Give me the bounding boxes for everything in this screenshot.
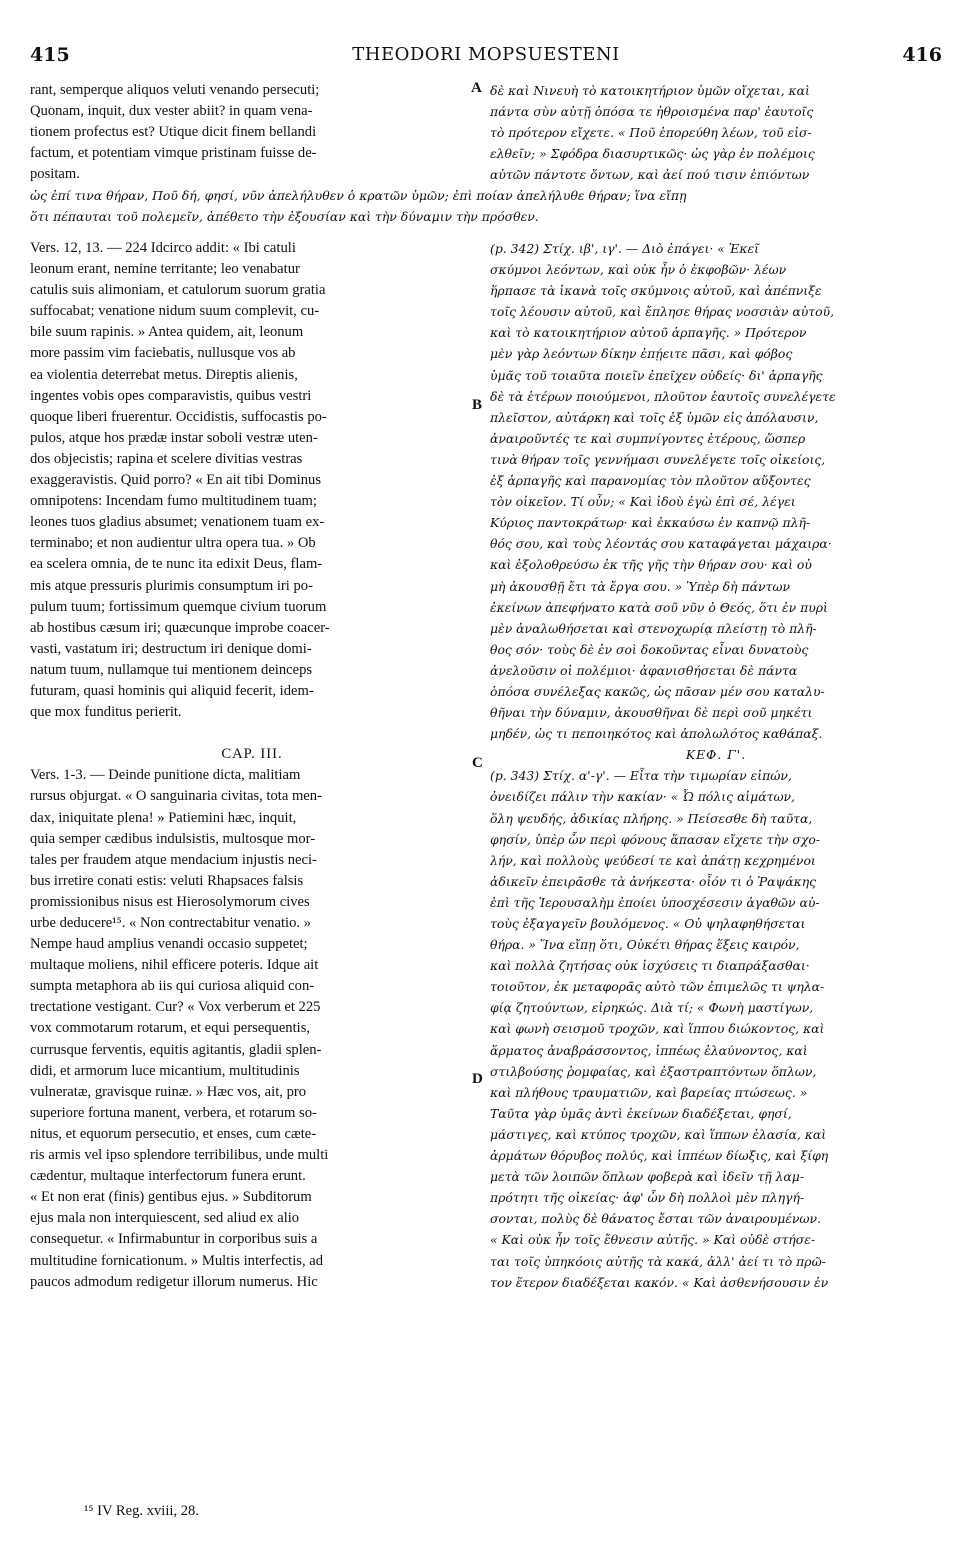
latin-line: tionem profectus est? Utique dicit finem bellandi bbox=[30, 124, 317, 141]
latin-line: mis atque pressuris plurimis consumptum iri po- bbox=[30, 577, 313, 594]
greek-line: λήν, καὶ πολλοὺς ψεύδεσί τε καὶ ἀπάτῃ κεχρημένοι bbox=[490, 852, 816, 868]
latin-line: leonum erant, nemine territante; leo venabatur bbox=[30, 261, 300, 278]
greek-line: τοὺς ἐξαγαγεῖν βουλόμενος. « Οὐ ψηλαφηθήσεται bbox=[490, 916, 806, 931]
greek-line: ἐπὶ τῆς Ἱερουσαλὴμ ἐποίει ὑποσχέσεσιν ἀγαθῶν αὐ- bbox=[490, 894, 820, 910]
greek-line: ἀδικεῖν ἐπειρᾶσθε τὰ ἀνήκεστα· οἷόν τι ὁ Ῥαψάκης bbox=[490, 873, 817, 889]
greek-line: φησίν, ὑπὲρ ὧν περὶ φόνους ἅπασαν εἴχετε τὴν σχο- bbox=[490, 831, 821, 847]
latin-line: vox commotarum rotarum, et equi persequentis, bbox=[30, 1020, 311, 1037]
greek-line: ὅλη ψευδής, ἀδικίας πλήρης. » Πείσεσθε δὴ ταῦτα, bbox=[490, 810, 813, 826]
latin-line: consequetur. « Infirmabuntur in corporibus suis a bbox=[30, 1231, 318, 1248]
latin-line: positam. bbox=[30, 166, 80, 183]
latin-line: tales per fraudem atque mendacium injustis neci- bbox=[30, 851, 317, 868]
latin-line: rant, semperque aliquos veluti venando persecuti; bbox=[30, 82, 320, 98]
chapter-heading: CAP. III. bbox=[221, 746, 283, 763]
latin-line: natum tuum, nullamque tui mentionem deinceps bbox=[30, 661, 313, 678]
latin-line: pulum tuum; fortissimum quemque civium tuorum bbox=[30, 598, 327, 615]
latin-line: more passim vim faciebatis, nullusque vos ab bbox=[30, 345, 296, 362]
footnote: ¹⁵ IV Reg. xviii, 28. bbox=[84, 1503, 199, 1519]
latin-line bbox=[30, 723, 474, 744]
greek-line: πάντα σὺν αὐτῇ ὁπόσα τε ἠθροισμένα παρ' ἑαυτοῖς bbox=[490, 104, 814, 120]
page-number-right: 416 bbox=[902, 44, 942, 66]
latin-line: « Et non erat (finis) gentibus ejus. » Subditorum bbox=[30, 1189, 312, 1206]
greek-line: καὶ πολλὰ ζητήσας οὐκ ἰσχύσεις τι διαπράξασθαι· bbox=[490, 958, 810, 974]
greek-line: τοιοῦτον, ἐκ μεταφορᾶς αὐτὸ τῶν ἐπιμελῶς τι ψηλα- bbox=[490, 979, 825, 995]
latin-line: didi, et armorum luce micantium, multitudinis bbox=[30, 1062, 300, 1079]
latin-line: dax, iniquitate plena! » Patiemini hæc, inquit, bbox=[30, 809, 297, 826]
greek-line: ελθεῖν; » Σφόδρα διασυρτικῶς· ὡς γὰρ ἐν πολέμοις bbox=[490, 146, 815, 162]
greek-line: θῆναι τὴν δύναμιν, ἀκουσθῆναι δὲ περὶ σοῦ μηκέτι bbox=[490, 705, 813, 721]
greek-line: Ταῦτα γὰρ ὑμᾶς ἀντὶ ἐκείνων διαδέξεται, φησί, bbox=[490, 1105, 792, 1121]
latin-line: multitudine fornicationum. » Multis interfectis, ad bbox=[30, 1252, 324, 1269]
latin-line: vasti, vastatum iri; destructum iri denique domi- bbox=[30, 640, 312, 657]
greek-line: τον ἕτερον διαδέξεται κακόν. « Καὶ ἀσθενήσουσιν ἐν bbox=[490, 1274, 829, 1290]
spanning-greek-text bbox=[30, 185, 942, 227]
latin-line: nitus, et equorum persecutio, et enses, cum cæte- bbox=[30, 1125, 317, 1142]
page-number-left: 415 bbox=[30, 44, 70, 66]
latin-line: Vers. 12, 13. — 224 Idcirco addit: « Ibi catuli bbox=[30, 240, 296, 256]
greek-line: δὲ καὶ Νινευὴ τὸ κατοικητήριον ὑμῶν οἴχεται, καὶ bbox=[490, 83, 810, 98]
latin-line: Vers. 1-3. — Deinde punitione dicta, malitiam bbox=[30, 767, 301, 784]
latin-line: bile suum rapinis. » Antea quidem, ait, leonum bbox=[30, 324, 304, 341]
greek-line: ται τοῖς ὑπηκόοις αὐτῆς τὰ κακά, ἀλλ' ἀεί τι τὸ πρῶ- bbox=[490, 1253, 826, 1269]
greek-line: τοῖς λέουσιν αὐτοῦ, καὶ ἔπλησε θήρας νοσσιὰν αὐτοῦ, bbox=[490, 304, 835, 320]
greek-line: Κύριος παντοκράτωρ· καὶ ἐκκαύσω ἐν καπνῷ πλῆ- bbox=[490, 515, 811, 531]
greek-line: τὸ πρότερον εἴχετε. « Ποῦ ἐπορεύθη λέων, τοῦ εἰσ- bbox=[490, 125, 812, 141]
latin-line: rursus objurgat. « O sanguinaria civitas, tota men- bbox=[30, 788, 322, 805]
latin-line: ea scelera omnia, de te nunc ita edixit Deus, flam- bbox=[30, 556, 323, 573]
greek-line: ἁρμάτων θόρυβος πολύς, καὶ ἱππέων δίωξις, καὶ ξίφη bbox=[490, 1148, 829, 1164]
section-marker-c: C bbox=[472, 755, 483, 771]
latin-line: trectatione vestigant. Cur? « Vox verberum et 225 bbox=[30, 999, 321, 1016]
greek-line: ὁπόσα συνέλεξας κακῶς, ὡς πᾶσαν μέν σου καταλυ- bbox=[490, 683, 825, 699]
latin-line: multaque moliens, nihil efficere poteris. Idque ait bbox=[30, 957, 319, 974]
greek-line: « Καὶ οὐκ ἦν τοῖς ἔθνεσιν αὐτῆς. » Καὶ οὐδὲ στήσε- bbox=[490, 1232, 816, 1248]
greek-line: ἥρπασε τὰ ἱκανὰ τοῖς σκύμνοις αὐτοῦ, καὶ ἀπέπνιξε bbox=[490, 283, 822, 299]
greek-line: θος σόν· τοὺς δὲ ἐν σοὶ δοκοῦντας εἶναι δυνατοὺς bbox=[490, 641, 809, 657]
latin-line: que mox funditus perierit. bbox=[30, 704, 182, 721]
greek-line: μηδέν, ὡς τι πεποιηκότος καὶ ἀπολωλότος καθάπαξ. bbox=[490, 726, 823, 742]
greek-line: ὑμᾶς τοῦ τοιαῦτα ποιεῖν ἐπεῖχεν οὐδείς· δι' ἁρπαγῆς bbox=[490, 367, 823, 383]
latin-line: ea violentia deterrebat metus. Direptis alienis, bbox=[30, 366, 298, 383]
latin-line: factum, et potentiam vimque pristinam fuisse de- bbox=[30, 145, 317, 162]
greek-line: (p. 343) Στίχ. α'-γ'. — Εἶτα τὴν τιμωρίαν εἰπών, bbox=[490, 768, 792, 784]
greek-line: τὸν οἰκεῖον. Τί οὖν; « Καὶ ἰδοὺ ἐγὼ ἐπὶ σέ, λέγει bbox=[490, 494, 796, 510]
greek-line: θήρα. » Ἵνα εἴπῃ ὅτι, Οὐκέτι θήρας ἕξεις καιρόν, bbox=[490, 937, 800, 953]
greek-line: μὴ ἀκουσθῇ ἔτι τὰ ἔργα σου. » Ὑπὲρ δὴ πάντων bbox=[490, 578, 791, 594]
greek-line: καὶ πλήθους τραυματιῶν, καὶ βαρείας πτώσεως. » bbox=[490, 1084, 808, 1100]
latin-line: Nempe haud amplius venandi occasio suppetet; bbox=[30, 936, 308, 953]
latin-line: dos objecistis; rapina et scelere divitias vestras bbox=[30, 450, 303, 467]
latin-line: bus irretire conati estis: veluti Rhapsaces falsis bbox=[30, 872, 304, 889]
section-marker-a: A bbox=[471, 80, 482, 96]
greek-line: μάστιγες, καὶ κτύπος τροχῶν, καὶ ἵππων ἐλασία, καὶ bbox=[490, 1126, 827, 1142]
greek-line: μὲν ἀναλωθήσεται καὶ στενοχωρίᾳ πλείστῃ τὸ πλῆ- bbox=[490, 620, 817, 636]
latin-line: catulis suis alimoniam, et catulorum suorum gratia bbox=[30, 282, 326, 299]
running-title: THEODORI MOPSUESTENI bbox=[352, 44, 620, 65]
latin-column-top bbox=[30, 80, 474, 185]
greek-column-top bbox=[490, 80, 942, 185]
latin-line: exaggeravistis. Quid porro? « En ait tibi Dominus bbox=[30, 472, 322, 489]
latin-line: ab hostibus cæsum iri; quæcunque improbe coacer- bbox=[30, 619, 330, 636]
latin-line: futuram, quasi hominis qui aliquid fecerit, idem- bbox=[30, 682, 314, 699]
greek-line: αὐτῶν πάντοτε ὄντων, καὶ ἀεί πού τισιν ἐπιόντων bbox=[490, 167, 810, 183]
greek-line: σκύμνοι λεόντων, καὶ οὐκ ἦν ὁ ἐκφοβῶν· λέων bbox=[490, 262, 787, 278]
greek-line: πρότητι τῆς οἰκείας· ἀφ' ὧν δὴ πολλοὶ μὲν πληγή- bbox=[490, 1190, 805, 1206]
latin-line: urbe deducere¹⁵. « Non contrectabitur venatio. » bbox=[30, 915, 311, 931]
latin-line: ingentes vobis opes comparavistis, quibus vestri bbox=[30, 387, 312, 404]
greek-line: μὲν γὰρ λεόντων δίκην ἐπῄειτε πᾶσι, καὶ φόβος bbox=[490, 346, 793, 362]
latin-line: omnipotens: Incendam fumo multitudinem tuam; bbox=[30, 493, 317, 510]
latin-line: promissionibus nisus est Hierosolymorum cives bbox=[30, 893, 310, 910]
chapter-heading: ΚΕΦ. Γ'. bbox=[685, 747, 747, 763]
latin-line: superiore fortuna manent, verbera, et rotarum so- bbox=[30, 1104, 317, 1121]
greek-line: καὶ τὸ κατοικητήριον αὐτοῦ ἁρπαγῆς. » Πρότερον bbox=[490, 325, 807, 341]
greek-line: στιλβούσης ῥομφαίας, καὶ ἐξαστραπτόντων ὅπλων, bbox=[490, 1063, 817, 1079]
latin-line: ejus mala non interquiescent, sed aliud ex alio bbox=[30, 1210, 300, 1227]
greek-line: τινὰ θήραν τοῖς γεννήμασι συνελέγετε τοῖς οἰκείοις, bbox=[490, 451, 826, 467]
greek-line: καὶ ἐξολοθρεύσω ἐκ τῆς γῆς τὴν θήραν σου· καὶ οὐ bbox=[490, 557, 812, 573]
greek-line: ἐκείνων ἀπεφήνατο κατὰ σοῦ νῦν ὁ Θεός, ὅτι ἐν πυρὶ bbox=[490, 599, 828, 615]
greek-line: σονται, πολὺς δὲ θάνατος ἔσται τῶν ἀναιρουμένων. bbox=[490, 1211, 822, 1227]
latin-line: terminabo; et non audientur ultra opera tua. » Ob bbox=[30, 535, 316, 552]
page-header bbox=[30, 44, 942, 72]
latin-line: pulos, atque hos prædæ instar soboli vestræ uten- bbox=[30, 429, 318, 446]
latin-line: suffocabat; venatione nidum suum complevit, cu- bbox=[30, 303, 320, 320]
greek-line: ἀναιροῦντές τε καὶ συμπνίγοντες ἑτέρους, ὥσπερ bbox=[490, 430, 806, 446]
greek-line: θός σου, καὶ τοὺς λέοντάς σου καταφάγεται μάχαιρα· bbox=[490, 536, 832, 552]
greek-line: καὶ φωνὴ σεισμοῦ τροχῶν, καὶ ἵππου διώκοντος, καὶ bbox=[490, 1021, 825, 1037]
latin-line: quia semper cædibus indulsistis, multosque mor- bbox=[30, 830, 316, 847]
latin-line: vulneratæ, gravisque ruinæ. » Hæc vos, ait, pro bbox=[30, 1083, 307, 1100]
greek-line: φίᾳ ζητούντων, εἰρηκώς. Διὰ τί; « Φωνὴ μαστίγων, bbox=[490, 1000, 814, 1016]
span-line: ὅτι πέπαυται τοῦ πολεμεῖν, ἀπέθετο τὴν ἐξουσίαν καὶ τὴν δύναμιν τὴν πρόσθεν. bbox=[30, 209, 539, 225]
greek-line: πλεῖστον, αὐτάρκη καὶ τοῖς ἐξ ὑμῶν εἰς ἀπόλαυσιν, bbox=[490, 409, 819, 425]
section-marker-b: B bbox=[472, 397, 483, 413]
greek-line: μετὰ τῶν λοιπῶν ὅπλων φοβερὰ καὶ ἰδεῖν τῇ λαμ- bbox=[490, 1169, 805, 1185]
latin-line: currusque ferventis, equitis agitantis, gladii splen- bbox=[30, 1041, 322, 1058]
greek-line: ἅρματος ἀναβράσσοντος, ἱππέως ἐλαύνοντος, καὶ bbox=[490, 1042, 808, 1058]
latin-line: ris armis vel ipso splendore terribilibus, unde multi bbox=[30, 1147, 329, 1164]
greek-column-main bbox=[490, 238, 942, 1293]
greek-line: ἀνελοῦσιν οἱ πολέμιοι· ἀφανισθήσεται δὲ πάντα bbox=[490, 662, 798, 678]
section-marker-d: D bbox=[472, 1071, 483, 1087]
latin-line: leones tuos gladius absumet; venationem tuam ex- bbox=[30, 514, 325, 531]
latin-line: Quonam, inquit, dux vester abiit? in quam vena- bbox=[30, 103, 313, 120]
span-line: ὡς ἐπί τινα θήραν, Ποῦ δή, φησί, νῦν ἀπελήλυθεν ὁ κρατῶν ὑμῶν; ἐπὶ ποίαν ἀπελήλυθε θήραν; ἵνα εἴπῃ bbox=[30, 188, 687, 203]
latin-line: cædentur, multaque interfectorum funera erunt. bbox=[30, 1168, 306, 1185]
greek-line: ἐξ ἁρπαγῆς καὶ παρανομίας τὸν πλοῦτον αὔξοντες bbox=[490, 473, 811, 489]
latin-column-main bbox=[30, 238, 474, 1293]
greek-line: (p. 342) Στίχ. ιβ', ιγ'. — Διὸ ἐπάγει· « Ἐκεῖ bbox=[490, 241, 759, 256]
latin-line: paucos admodum redigetur illorum numerus. Hic bbox=[30, 1273, 318, 1290]
latin-line: sumpta metaphora ab iis qui curiosa aliquid con- bbox=[30, 978, 315, 995]
latin-line: quoque liberi fruerentur. Occidistis, suffocastis po- bbox=[30, 408, 327, 425]
greek-line: δὲ τὰ ἑτέρων ποιούμενοι, πλοῦτον ἑαυτοῖς συνελέγετε bbox=[490, 388, 836, 404]
greek-line: ὀνειδίζει πάλιν τὴν κακίαν· « Ὦ πόλις αἱμάτων, bbox=[490, 789, 796, 805]
